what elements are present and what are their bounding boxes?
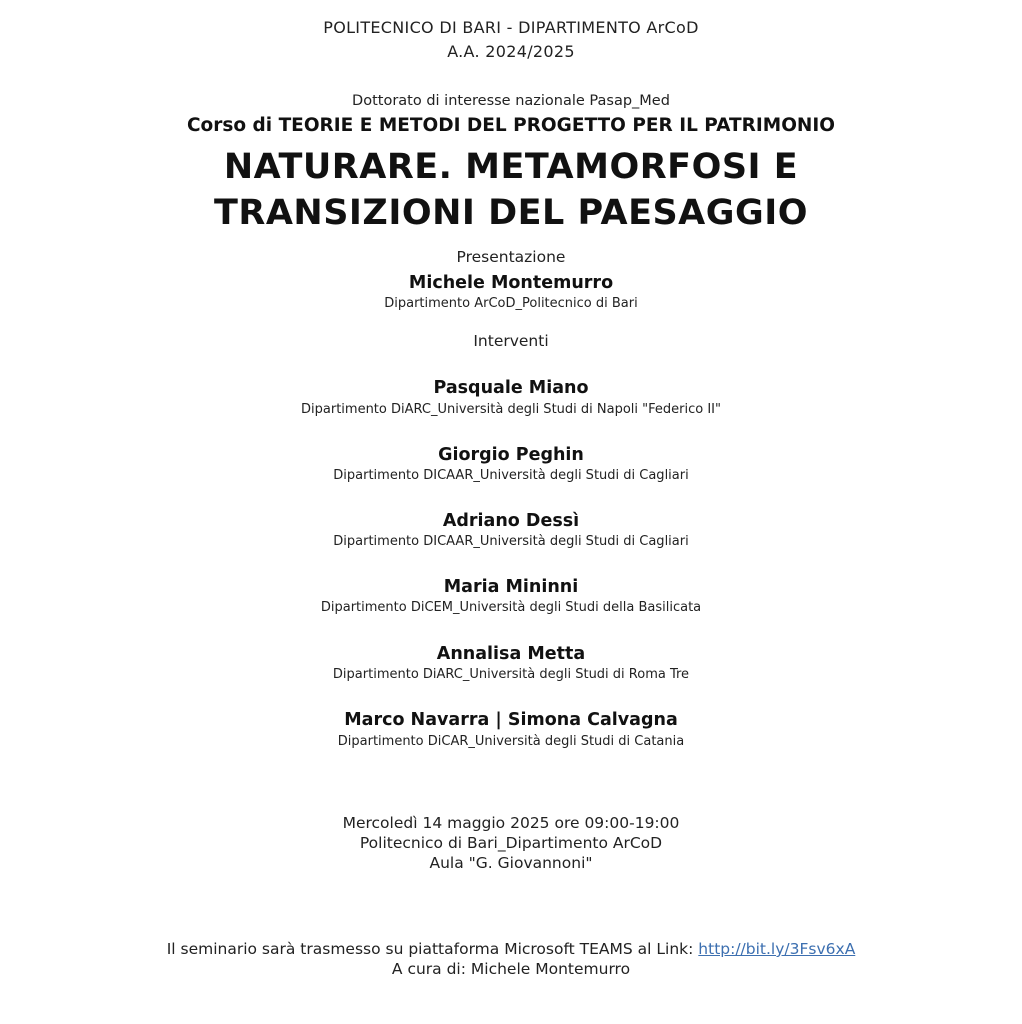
seminar-title-line2: TRANSIZIONI DEL PAESAGGIO — [214, 193, 808, 233]
speaker-affiliation: Dipartimento DiCEM_Università degli Studi della Basilicata — [320, 600, 702, 615]
presenter-name: Michele Montemurro — [408, 273, 614, 293]
speaker-affiliation: Dipartimento DiARC_Università degli Studi di Roma Tre — [332, 667, 690, 682]
streaming-text: Il seminario sarà trasmesso su piattaforma Microsoft TEAMS al Link: — [166, 940, 699, 958]
seminar-title-line1: NATURARE. METAMORFOSI E — [223, 147, 799, 187]
event-venue: Politecnico di Bari_Dipartimento ArCoD — [359, 834, 663, 852]
speaker-name: Giorgio Peghin — [438, 445, 584, 465]
speaker-affiliation: Dipartimento DiARC_Università degli Studi di Napoli "Federico II" — [301, 402, 721, 417]
course-title: Corso di TEORIE E METODI DEL PROGETTO PER IL PATRIMONIO — [186, 115, 836, 136]
speaker-name: Annalisa Metta — [436, 644, 586, 664]
speaker-affiliation: Dipartimento DICAAR_Università degli Studi di Cagliari — [333, 468, 689, 483]
doctorate-line: Dottorato di interesse nazionale Pasap_Med — [352, 93, 670, 109]
institution-header: POLITECNICO DI BARI - DIPARTIMENTO ArCoD — [323, 18, 699, 37]
speaker-name: Marco Navarra | Simona Calvagna — [344, 710, 678, 730]
speaker-name: Adriano Dessì — [442, 511, 580, 531]
speaker-name: Pasquale Miano — [433, 378, 589, 398]
curated-by: A cura di: Michele Montemurro — [391, 960, 631, 978]
presentation-label: Presentazione — [456, 248, 566, 266]
event-room: Aula "G. Giovannoni" — [429, 854, 593, 872]
event-date-time: Mercoledì 14 maggio 2025 ore 09:00-19:00 — [342, 814, 680, 832]
streaming-info — [0, 942, 1022, 958]
speaker-name: Maria Mininni — [443, 577, 579, 597]
academic-year: A.A. 2024/2025 — [447, 42, 575, 61]
teams-link[interactable]: http://bit.ly/3Fsv6xA — [698, 940, 856, 958]
speaker-affiliation: Dipartimento DICAAR_Università degli Studi di Cagliari — [333, 534, 689, 549]
interventions-label: Interventi — [473, 332, 549, 350]
speaker-affiliation: Dipartimento DiCAR_Università degli Studi di Catania — [337, 734, 685, 749]
presenter-affiliation: Dipartimento ArCoD_Politecnico di Bari — [384, 296, 638, 311]
